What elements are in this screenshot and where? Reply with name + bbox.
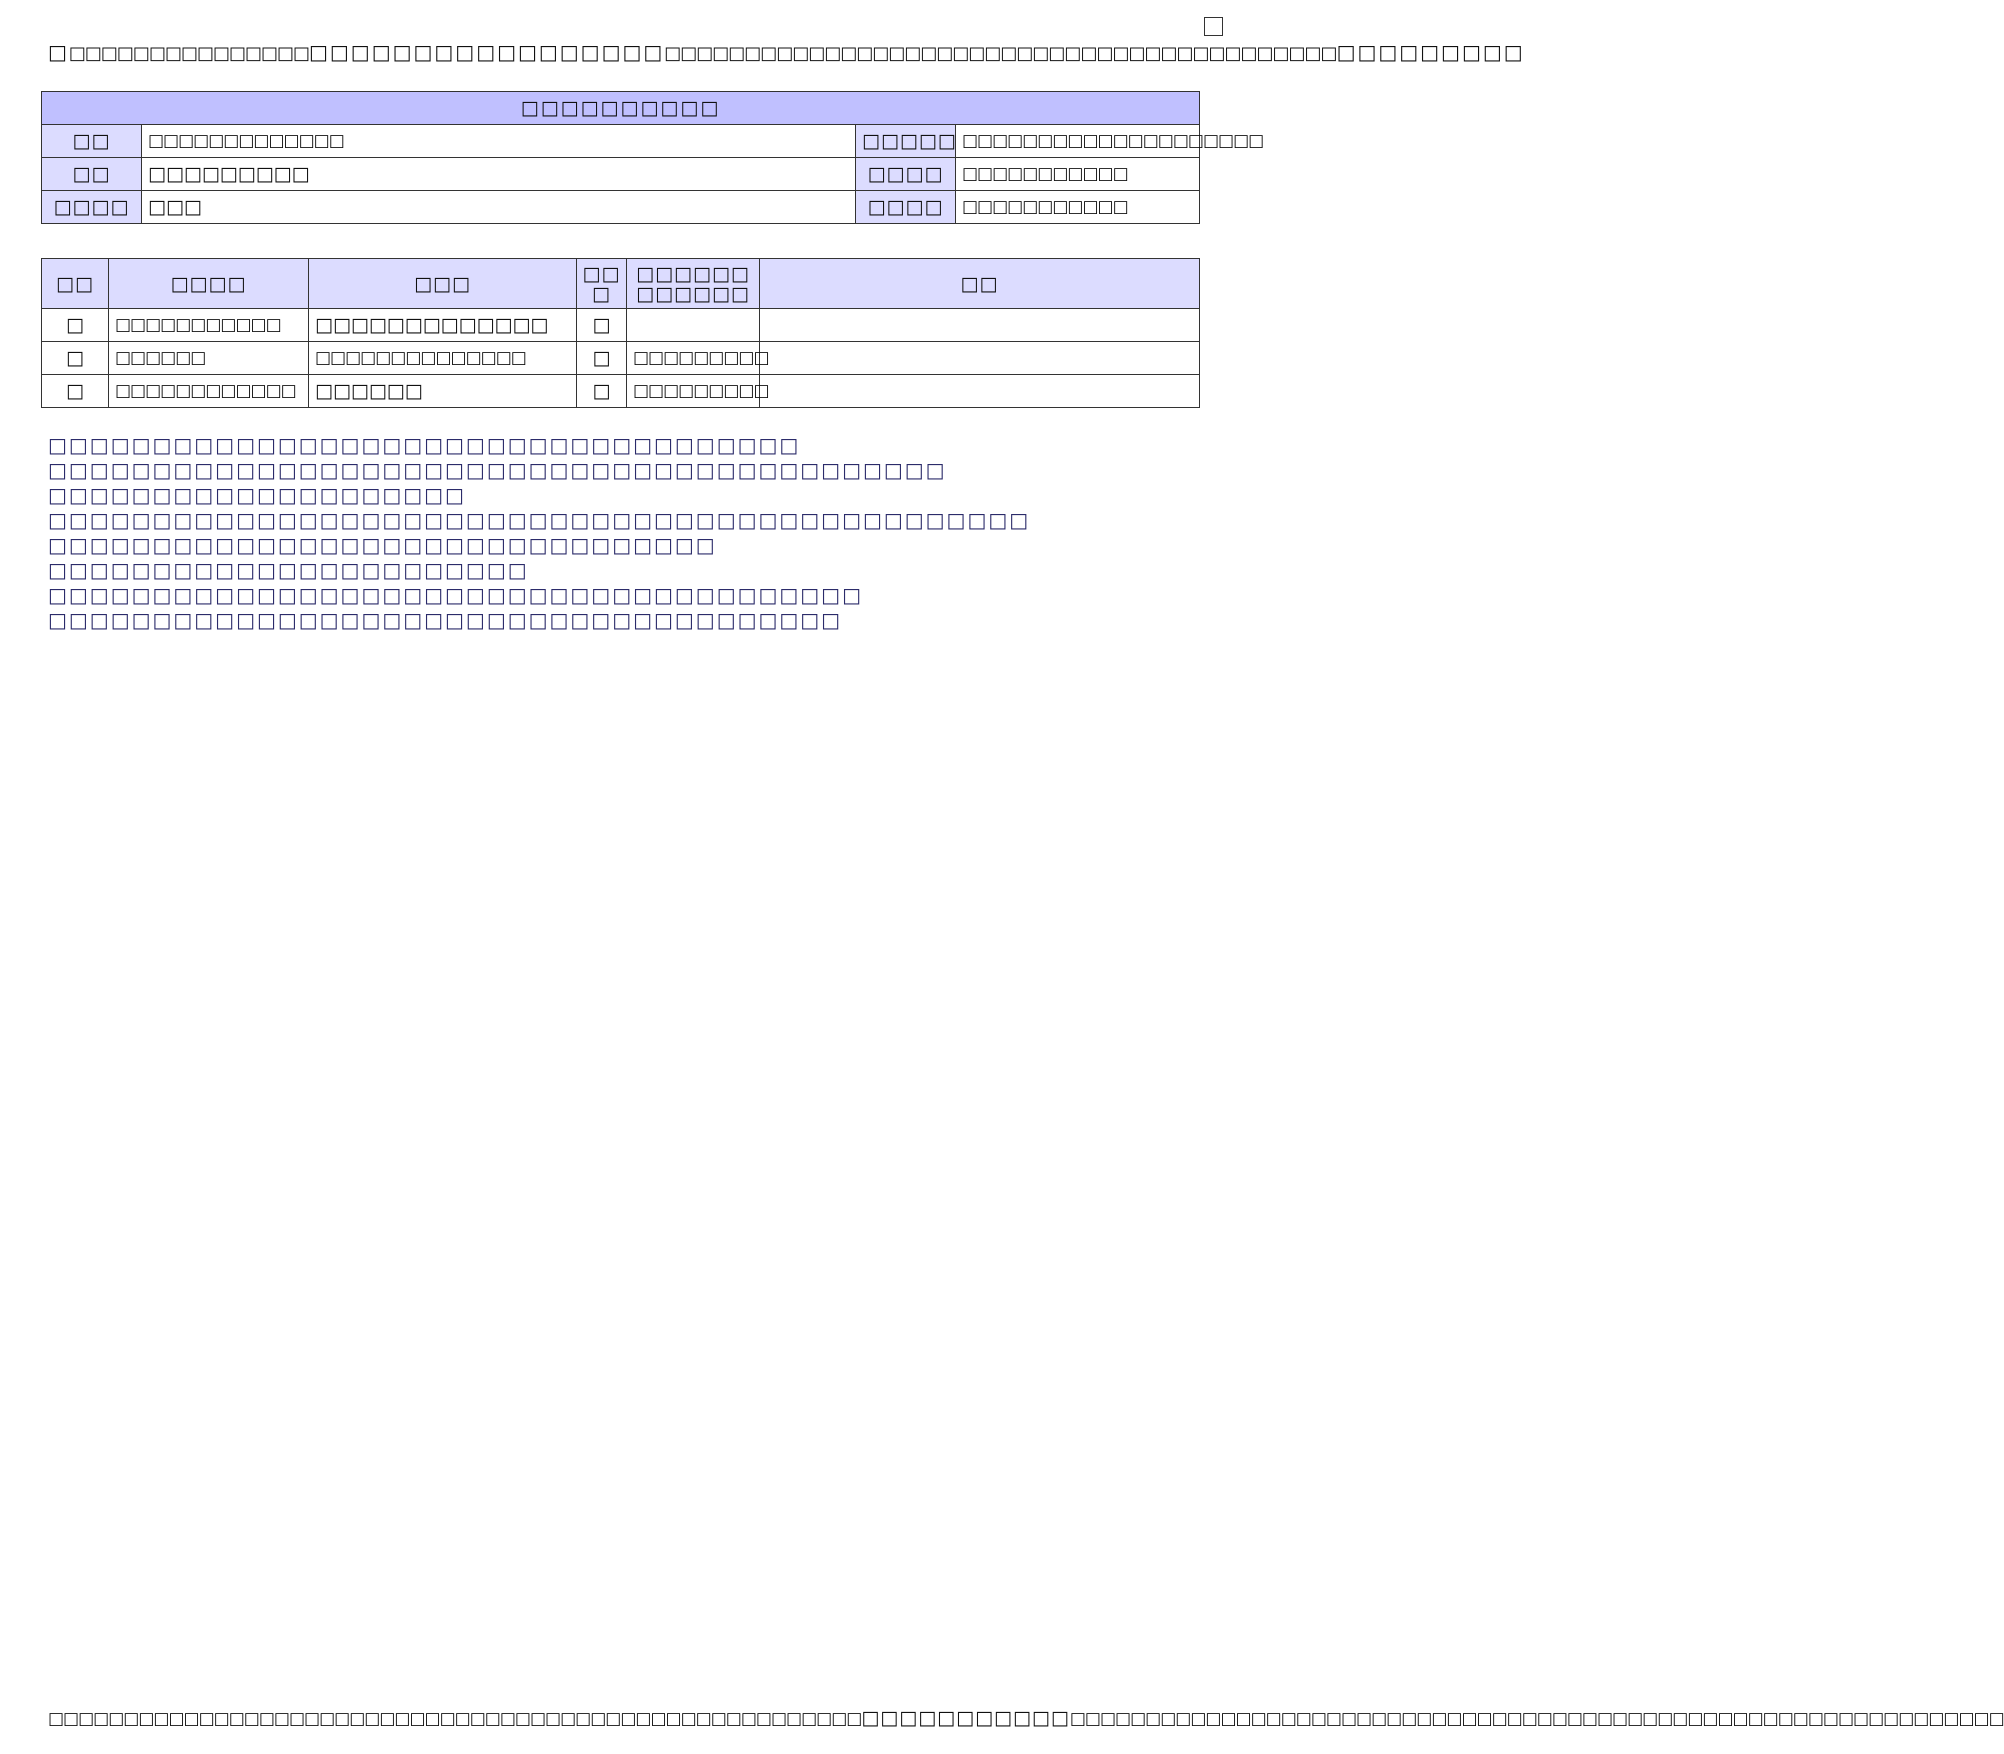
header-suffix: □□□□□□□□ <box>1336 40 1504 64</box>
column-header: □□□□□□□□□□□□ <box>627 259 760 309</box>
note-line: □□□□□□□□□□□□□□□□□□□□□□□ <box>48 558 529 582</box>
document-footer-line <box>48 1707 2004 1729</box>
item-table-header-row <box>42 259 1200 309</box>
column-header: □□ <box>760 259 1200 309</box>
header-code-2: □□□□□□□□□□□□□□□□□□□□□□□□□□□□□□□□□□□□□□□□□□ <box>664 43 1337 64</box>
column-header: □□□ <box>577 259 627 309</box>
footer-middle: □□□□□□□□□□□ <box>861 1707 1070 1729</box>
column-header: □□ <box>42 259 109 309</box>
note-line: □□□□□□□□□□□□□□□□□□□□□□□□□□□□□□□□□□□□□□□□□□□ <box>48 458 947 482</box>
info-row <box>42 191 1200 224</box>
item-qty: □ <box>577 309 627 342</box>
note-line: □□□□□□□□□□□□□□□□□□□□ <box>48 483 466 507</box>
info-value: □□□□□□□□□□□ <box>956 191 1200 224</box>
item-table <box>41 258 1200 408</box>
item-amount: □□□□□□□□□ <box>627 375 760 408</box>
info-row <box>42 125 1200 158</box>
info-table <box>41 91 1264 224</box>
item-note <box>760 375 1200 408</box>
table-row <box>42 309 1200 342</box>
header-prefix: □ <box>48 40 69 64</box>
info-value: □□□□□□□□□□□□□ <box>142 125 856 158</box>
row-number: □ <box>42 309 109 342</box>
header-code: □□□□□□□□□□□□□□□ <box>68 43 310 64</box>
item-name: □□□□□□□□□□□□□□ <box>309 342 577 375</box>
item-code: □□□□□□□□□□□□ <box>109 375 309 408</box>
info-label: □□□□ <box>856 191 956 224</box>
header-middle-text: □□□□□□□□□□□□□□□□□ <box>309 40 665 64</box>
item-name: □□□□□□□□□□□□□ <box>309 309 577 342</box>
note-line: □□□□□□□□□□□□□□□□□□□□□□□□□□□□□□□□□□□□□□□ <box>48 583 863 607</box>
info-value: □□□□□□□□□ <box>142 158 856 191</box>
info-row <box>42 158 1200 191</box>
page-corner-mark <box>1204 17 1223 36</box>
footer-left: □□□□□□□□□□□□□□□□□□□□□□□□□□□□□□□□□□□□□□□□□□□□□□□□□□□□□□ <box>48 1709 862 1729</box>
info-label: □□□□□ <box>856 125 956 158</box>
table-row <box>42 375 1200 408</box>
header-end: □ <box>1503 40 1525 64</box>
column-header: □□□ <box>309 259 577 309</box>
item-qty: □ <box>577 342 627 375</box>
footer-right: □□□□□□□□□□□□□□□□□□□□□□□□□□□□□□□□□□□□□□□□□□□□□□□□□□□□□□□□□□□□□□ <box>1069 1709 2004 1729</box>
row-number: □ <box>42 342 109 375</box>
note-line: □□□□□□□□□□□□□□□□□□□□□□□□□□□□□□□□□□□□□□□□□□□□□□□ <box>48 508 1031 532</box>
row-number: □ <box>42 375 109 408</box>
item-note <box>760 309 1200 342</box>
item-code: □□□□□□□□□□□ <box>109 309 309 342</box>
item-qty: □ <box>577 375 627 408</box>
info-table-title: □□□□□□□□□□ <box>42 92 1200 125</box>
notes-section <box>48 433 1030 633</box>
table-row <box>42 342 1200 375</box>
item-note <box>760 342 1200 375</box>
info-label: □□□□ <box>42 191 142 224</box>
info-label: □□ <box>42 125 142 158</box>
info-value: □□□ <box>142 191 856 224</box>
item-amount <box>627 309 760 342</box>
note-line: □□□□□□□□□□□□□□□□□□□□□□□□□□□□□□□□□□□□□□ <box>48 608 843 632</box>
info-value: □□□□□□□□□□□ <box>956 158 1200 191</box>
item-name: □□□□□□ <box>309 375 577 408</box>
info-label: □□□□ <box>856 158 956 191</box>
column-header: □□□□ <box>109 259 309 309</box>
note-line: □□□□□□□□□□□□□□□□□□□□□□□□□□□□□□□□ <box>48 533 717 557</box>
item-code: □□□□□□ <box>109 342 309 375</box>
info-label: □□ <box>42 158 142 191</box>
info-value: □□□□□□□□□□□□□□□□□□□□ <box>956 125 1200 158</box>
item-amount: □□□□□□□□□ <box>627 342 760 375</box>
note-line: □□□□□□□□□□□□□□□□□□□□□□□□□□□□□□□□□□□□ <box>48 433 801 457</box>
document-header-line <box>48 40 1525 64</box>
